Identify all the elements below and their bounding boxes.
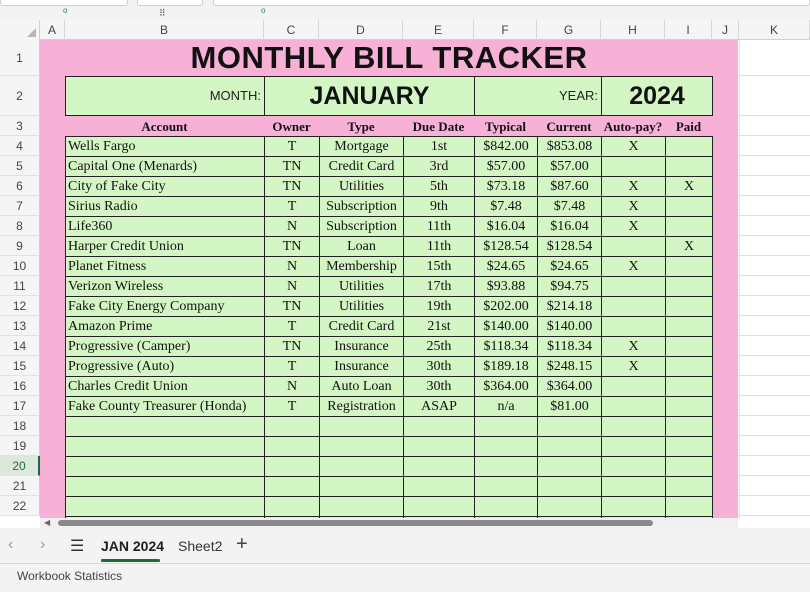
year-label: YEAR:: [475, 77, 602, 115]
cell-typical[interactable]: $57.00: [474, 157, 537, 176]
gridline: [738, 295, 810, 296]
row-header-18[interactable]: 18: [0, 416, 40, 436]
horizontal-scrollbar[interactable]: [40, 518, 738, 528]
row-header-20[interactable]: 20: [0, 456, 40, 476]
status-bar: [0, 564, 810, 592]
row-header-14[interactable]: 14: [0, 336, 40, 356]
cell-owner[interactable]: T: [264, 357, 319, 376]
cell-due-date[interactable]: [403, 437, 474, 456]
header-typical: Typical: [485, 119, 526, 134]
cell-type[interactable]: Utilities: [319, 177, 403, 196]
gridline: [738, 495, 810, 496]
cell-account[interactable]: Progressive (Camper): [65, 337, 264, 356]
row-header-13[interactable]: 13: [0, 316, 40, 336]
cell-account[interactable]: Charles Credit Union: [65, 377, 264, 396]
cell-current[interactable]: $248.15: [537, 357, 601, 376]
cell-account[interactable]: Progressive (Auto): [65, 357, 264, 376]
cell-auto-pay[interactable]: [601, 397, 665, 416]
cell-current[interactable]: $81.00: [537, 397, 601, 416]
cell-auto-pay[interactable]: X: [601, 357, 665, 376]
column-header-a[interactable]: A: [40, 20, 65, 40]
gridline: [738, 255, 810, 256]
cell-typical[interactable]: $24.65: [474, 257, 537, 276]
row-header-15[interactable]: 15: [0, 356, 40, 376]
month-year-band: [65, 76, 713, 116]
cell-typical[interactable]: $202.00: [474, 297, 537, 316]
cell-auto-pay[interactable]: [601, 237, 665, 256]
sheet-tab-bar: [0, 528, 810, 564]
row-header-3[interactable]: 3: [0, 116, 40, 136]
cell-paid[interactable]: [665, 377, 713, 396]
cell-current[interactable]: [537, 497, 601, 516]
cell-due-date[interactable]: 1st: [403, 137, 474, 156]
gridline: [738, 435, 810, 436]
cell-owner[interactable]: T: [264, 317, 319, 336]
bill-row: [65, 237, 713, 257]
gridline: [738, 375, 810, 376]
cell-due-date[interactable]: 9th: [403, 197, 474, 216]
cell-current[interactable]: $364.00: [537, 377, 601, 396]
cell-typical[interactable]: $118.34: [474, 337, 537, 356]
cell-current[interactable]: $118.34: [537, 337, 601, 356]
scroll-left-icon[interactable]: ◀: [44, 518, 51, 527]
row-header-9[interactable]: 9: [0, 236, 40, 256]
cell-account[interactable]: City of Fake City: [65, 177, 264, 196]
cell-auto-pay[interactable]: [601, 417, 665, 436]
cell-paid[interactable]: [665, 437, 713, 456]
empty-row: [65, 437, 713, 457]
cell-owner[interactable]: [264, 457, 319, 476]
cell-type[interactable]: Subscription: [319, 197, 403, 216]
cell-account[interactable]: Sirius Radio: [65, 197, 264, 216]
cell-current[interactable]: $57.00: [537, 157, 601, 176]
cell-owner[interactable]: N: [264, 377, 319, 396]
cell-type[interactable]: Credit Card: [319, 317, 403, 336]
cell-auto-pay[interactable]: [601, 317, 665, 336]
cell-type[interactable]: Membership: [319, 257, 403, 276]
cell-typical[interactable]: $128.54: [474, 237, 537, 256]
cell-typical[interactable]: $842.00: [474, 137, 537, 156]
bill-row: [65, 357, 713, 377]
cell-type[interactable]: Mortgage: [319, 137, 403, 156]
cell-current[interactable]: $24.65: [537, 257, 601, 276]
cell-type[interactable]: [319, 457, 403, 476]
tab-sheet2[interactable]: Sheet2: [178, 538, 223, 554]
bill-row: [65, 197, 713, 217]
cell-due-date[interactable]: [403, 497, 474, 516]
cell-paid[interactable]: [665, 297, 713, 316]
month-value[interactable]: JANUARY: [265, 77, 475, 115]
cell-due-date[interactable]: [403, 477, 474, 496]
cell-owner[interactable]: [264, 477, 319, 496]
gridline: [738, 75, 810, 76]
cell-account[interactable]: [65, 457, 264, 476]
row-header-4[interactable]: 4: [0, 136, 40, 156]
row-header-16[interactable]: 16: [0, 376, 40, 396]
cell-account[interactable]: [65, 477, 264, 496]
cell-current[interactable]: $853.08: [537, 137, 601, 156]
workbook-statistics[interactable]: Workbook Statistics: [17, 569, 123, 583]
cell-typical[interactable]: $140.00: [474, 317, 537, 336]
sheet-grid[interactable]: [40, 40, 810, 518]
cell-paid[interactable]: [665, 457, 713, 476]
cell-owner[interactable]: [264, 497, 319, 516]
cell-account[interactable]: Planet Fitness: [65, 257, 264, 276]
cell-paid[interactable]: [665, 337, 713, 356]
year-value[interactable]: 2024: [629, 82, 685, 110]
cell-account[interactable]: Fake County Treasurer (Honda): [65, 397, 264, 416]
gridline: [738, 175, 810, 176]
cell-owner[interactable]: T: [264, 397, 319, 416]
cell-paid[interactable]: [665, 397, 713, 416]
row-header-10[interactable]: 10: [0, 256, 40, 276]
formula-bar[interactable]: [213, 0, 810, 6]
cell-due-date[interactable]: 25th: [403, 337, 474, 356]
cell-account[interactable]: Life360: [65, 217, 264, 236]
scrollbar-thumb[interactable]: [58, 520, 653, 526]
cell-due-date[interactable]: 21st: [403, 317, 474, 336]
cell-account[interactable]: Wells Fargo: [65, 137, 264, 156]
row-header-22[interactable]: 22: [0, 496, 40, 516]
cell-type[interactable]: Insurance: [319, 357, 403, 376]
gridline: [738, 415, 810, 416]
cell-owner[interactable]: TN: [264, 297, 319, 316]
gridline: [738, 455, 810, 456]
cell-paid[interactable]: [665, 257, 713, 276]
cell-owner[interactable]: [264, 417, 319, 436]
resize-dot-icon[interactable]: o: [261, 6, 266, 15]
cell-auto-pay[interactable]: [601, 437, 665, 456]
gridline: [738, 155, 810, 156]
bill-row: [65, 277, 713, 297]
bill-row: [65, 177, 713, 197]
gridline: [738, 115, 810, 116]
cell-type[interactable]: Credit Card: [319, 157, 403, 176]
cell-auto-pay[interactable]: [601, 157, 665, 176]
cell-account[interactable]: Capital One (Menards): [65, 157, 264, 176]
cell-account[interactable]: Amazon Prime: [65, 317, 264, 336]
cell-due-date[interactable]: 19th: [403, 297, 474, 316]
cell-auto-pay[interactable]: [601, 277, 665, 296]
row-header-21[interactable]: 21: [0, 476, 40, 496]
cell-paid[interactable]: [665, 197, 713, 216]
cell-current[interactable]: $214.18: [537, 297, 601, 316]
cell-due-date[interactable]: [403, 457, 474, 476]
bill-row: [65, 377, 713, 397]
column-header-b[interactable]: B: [65, 20, 264, 40]
row-header-19[interactable]: 19: [0, 436, 40, 456]
cell-typical[interactable]: $189.18: [474, 357, 537, 376]
bill-table: [65, 136, 713, 518]
header-account: Account: [141, 119, 188, 134]
header-auto-pay: Auto-pay?: [603, 119, 663, 134]
gridline: [738, 235, 810, 236]
cell-account[interactable]: Harper Credit Union: [65, 237, 264, 256]
empty-row: [65, 457, 713, 477]
cell-paid[interactable]: [665, 317, 713, 336]
cell-type[interactable]: Auto Loan: [319, 377, 403, 396]
row-header-2[interactable]: 2: [0, 76, 40, 116]
column-header-e[interactable]: E: [403, 20, 474, 40]
gridline: [738, 395, 810, 396]
cell-paid[interactable]: [665, 217, 713, 236]
cell-typical[interactable]: [474, 437, 537, 456]
cell-owner[interactable]: T: [264, 197, 319, 216]
cell-type[interactable]: Utilities: [319, 297, 403, 316]
row-header-17[interactable]: 17: [0, 396, 40, 416]
cell-typical[interactable]: [474, 417, 537, 436]
cell-paid[interactable]: [665, 357, 713, 376]
empty-row: [65, 477, 713, 497]
prev-sheet-icon[interactable]: ‹: [8, 536, 14, 553]
month-label: MONTH:: [66, 77, 265, 115]
column-header-c[interactable]: C: [264, 20, 319, 40]
row-header-7[interactable]: 7: [0, 196, 40, 216]
cell-current[interactable]: [537, 437, 601, 456]
cell-current[interactable]: $94.75: [537, 277, 601, 296]
cell-type[interactable]: Insurance: [319, 337, 403, 356]
cell-paid[interactable]: [665, 417, 713, 436]
cell-account[interactable]: [65, 417, 264, 436]
cell-type[interactable]: [319, 417, 403, 436]
gridline: [739, 40, 740, 518]
cell-current[interactable]: $7.48: [537, 197, 601, 216]
bill-row: [65, 217, 713, 237]
cell-type[interactable]: [319, 477, 403, 496]
cell-auto-pay[interactable]: X: [601, 337, 665, 356]
cell-paid[interactable]: [665, 277, 713, 296]
cell-paid[interactable]: [665, 137, 713, 156]
gridline: [738, 195, 810, 196]
gridline: [738, 215, 810, 216]
cell-type[interactable]: Utilities: [319, 277, 403, 296]
gridline: [738, 515, 810, 516]
cell-owner[interactable]: TN: [264, 177, 319, 196]
cell-due-date[interactable]: 15th: [403, 257, 474, 276]
cell-typical[interactable]: [474, 457, 537, 476]
cell-account[interactable]: Verizon Wireless: [65, 277, 264, 296]
column-header-f[interactable]: F: [474, 20, 537, 40]
cell-current[interactable]: $140.00: [537, 317, 601, 336]
header-owner: Owner: [272, 119, 311, 134]
row-header-5[interactable]: 5: [0, 156, 40, 176]
cell-type[interactable]: Registration: [319, 397, 403, 416]
row-header-8[interactable]: 8: [0, 216, 40, 236]
drag-handle-icon[interactable]: ⠿: [159, 8, 166, 18]
cell-owner[interactable]: TN: [264, 157, 319, 176]
gridline: [738, 355, 810, 356]
empty-row: [65, 417, 713, 437]
cell-auto-pay[interactable]: X: [601, 177, 665, 196]
cell-auto-pay[interactable]: [601, 297, 665, 316]
cell-type[interactable]: [319, 497, 403, 516]
cell-paid[interactable]: [665, 477, 713, 496]
gridline: [738, 135, 810, 136]
gridline: [738, 315, 810, 316]
cell-due-date[interactable]: 11th: [403, 217, 474, 236]
cell-paid[interactable]: X: [665, 237, 713, 256]
cell-typical[interactable]: [474, 497, 537, 516]
next-sheet-icon[interactable]: ›: [40, 536, 46, 553]
cell-owner[interactable]: TN: [264, 337, 319, 356]
header-paid: Paid: [675, 119, 702, 134]
bill-row: [65, 137, 713, 157]
row-header-1[interactable]: 1: [0, 40, 40, 76]
empty-columns: [738, 40, 810, 518]
bill-row: [65, 337, 713, 357]
column-header-g[interactable]: G: [537, 20, 601, 40]
column-header-j[interactable]: J: [712, 20, 739, 40]
cell-current[interactable]: $16.04: [537, 217, 601, 236]
cell-current[interactable]: [537, 477, 601, 496]
cell-typical[interactable]: n/a: [474, 397, 537, 416]
header-due-date: Due Date: [412, 119, 465, 134]
gridline: [738, 335, 810, 336]
cell-due-date[interactable]: [403, 417, 474, 436]
bill-row: [65, 157, 713, 177]
cell-typical[interactable]: [474, 477, 537, 496]
cell-auto-pay[interactable]: [601, 497, 665, 516]
cell-auto-pay[interactable]: [601, 377, 665, 396]
cell-auto-pay[interactable]: [601, 457, 665, 476]
active-tab-indicator: [101, 559, 160, 562]
cell-auto-pay[interactable]: X: [601, 137, 665, 156]
table-column-headers: [65, 118, 713, 136]
cell-account[interactable]: [65, 497, 264, 516]
cell-due-date[interactable]: 5th: [403, 177, 474, 196]
cell-owner[interactable]: T: [264, 137, 319, 156]
cell-due-date[interactable]: 17th: [403, 277, 474, 296]
resize-dot-icon[interactable]: o: [63, 6, 68, 15]
cell-owner[interactable]: [264, 437, 319, 456]
cell-paid[interactable]: [665, 157, 713, 176]
cell-current[interactable]: $128.54: [537, 237, 601, 256]
cell-owner[interactable]: N: [264, 217, 319, 236]
cell-due-date[interactable]: 3rd: [403, 157, 474, 176]
ribbon-remnant: [0, 0, 810, 20]
cell-typical[interactable]: $73.18: [474, 177, 537, 196]
cell-type[interactable]: [319, 437, 403, 456]
cell-type[interactable]: Loan: [319, 237, 403, 256]
bill-row: [65, 257, 713, 277]
cell-current[interactable]: [537, 457, 601, 476]
cell-current[interactable]: $87.60: [537, 177, 601, 196]
tab-jan-2024[interactable]: JAN 2024: [101, 538, 165, 554]
row-header-12[interactable]: 12: [0, 296, 40, 316]
cell-typical[interactable]: $7.48: [474, 197, 537, 216]
cell-owner[interactable]: TN: [264, 237, 319, 256]
cell-due-date[interactable]: ASAP: [403, 397, 474, 416]
row-header-6[interactable]: 6: [0, 176, 40, 196]
cell-current[interactable]: [537, 417, 601, 436]
empty-row: [65, 497, 713, 517]
cell-account[interactable]: Fake City Energy Company: [65, 297, 264, 316]
cell-typical[interactable]: $16.04: [474, 217, 537, 236]
bill-row: [65, 317, 713, 337]
cell-auto-pay[interactable]: X: [601, 217, 665, 236]
cell-auto-pay[interactable]: [601, 477, 665, 496]
gridline: [738, 475, 810, 476]
header-type: Type: [347, 119, 375, 134]
all-sheets-menu-icon[interactable]: ☰: [70, 538, 85, 555]
cell-account[interactable]: [65, 437, 264, 456]
add-sheet-icon[interactable]: +: [236, 533, 248, 555]
header-current: Current: [546, 119, 592, 134]
column-header-d[interactable]: D: [319, 20, 403, 40]
cell-typical[interactable]: $93.88: [474, 277, 537, 296]
cell-typical[interactable]: $364.00: [474, 377, 537, 396]
cell-due-date[interactable]: 11th: [403, 237, 474, 256]
cell-auto-pay[interactable]: X: [601, 257, 665, 276]
bill-row: [65, 297, 713, 317]
cell-due-date[interactable]: 30th: [403, 377, 474, 396]
cell-due-date[interactable]: 30th: [403, 357, 474, 376]
formula-controls[interactable]: [137, 0, 203, 6]
page-title: MONTHLY BILL TRACKER: [190, 40, 588, 75]
column-header-i[interactable]: I: [665, 20, 712, 40]
cell-paid[interactable]: [665, 497, 713, 516]
cell-owner[interactable]: N: [264, 257, 319, 276]
column-header-k[interactable]: K: [739, 20, 810, 40]
gridline: [738, 275, 810, 276]
cell-owner[interactable]: N: [264, 277, 319, 296]
cell-type[interactable]: Subscription: [319, 217, 403, 236]
cell-auto-pay[interactable]: X: [601, 197, 665, 216]
bill-row: [65, 397, 713, 417]
select-all-corner[interactable]: [0, 20, 40, 40]
column-header-h[interactable]: H: [601, 20, 665, 40]
cell-paid[interactable]: X: [665, 177, 713, 196]
row-header-11[interactable]: 11: [0, 276, 40, 296]
